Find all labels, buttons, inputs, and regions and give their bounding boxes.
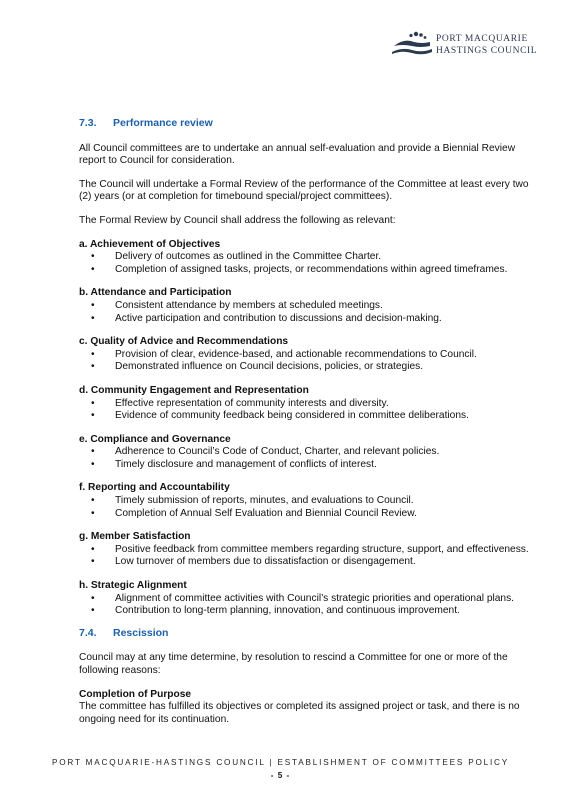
council-logo-icon (392, 30, 432, 58)
criteria-heading: e. Compliance and Governance (79, 433, 231, 445)
paragraph: The Formal Review by Council shall address the following as relevant: (79, 214, 396, 226)
section-number: 7.4. (79, 626, 97, 639)
logo-text-line2: HASTINGS COUNCIL (436, 46, 538, 56)
list-item: • Provision of clear, evidence-based, and actionable recommendations to Council. (79, 349, 529, 362)
list-item: • Consistent attendance by members at scheduled meetings. (79, 300, 529, 313)
section-heading-7-4 (79, 627, 529, 640)
list-item: • Delivery of outcomes as outlined in the Committee Charter. (79, 251, 529, 264)
list-item: • Completion of assigned tasks, projects, or recommendations within agreed timeframes. (79, 264, 529, 277)
criteria-heading: b. Attendance and Participation (79, 287, 232, 299)
criteria-group (79, 287, 529, 325)
list-item: • Timely disclosure and management of conflicts of interest. (79, 459, 529, 472)
criteria-heading: d. Community Engagement and Representation (79, 384, 309, 396)
paragraph: All Council committees are to undertake an annual self-evaluation and provide a Biennial Review report to Council for consideration. (79, 142, 516, 167)
list-item: • Effective representation of community interests and diversity. (79, 398, 529, 411)
criteria-group (79, 580, 529, 618)
criteria-group (79, 336, 529, 374)
page-number: - 5 - (270, 771, 291, 780)
criteria-group (79, 531, 529, 569)
list-item: • Evidence of community feedback being considered in committee deliberations. (79, 410, 529, 423)
paragraph: The committee has fulfilled its objectives or completed its assigned project or task, and there is no ongoing need for its continuation. (79, 701, 520, 725)
list-item: • Active participation and contribution to discussions and decision-making. (79, 313, 529, 326)
criteria-group (79, 239, 529, 277)
criteria-group (79, 482, 529, 520)
paragraph: The Council will undertake a Formal Review of the performance of the Committee at least every two (2) years (or at completion for timebound special/project committees). (79, 178, 529, 203)
criteria-group (79, 434, 529, 472)
criteria-heading: c. Quality of Advice and Recommendations (79, 336, 289, 348)
criteria-heading: f. Reporting and Accountability (79, 482, 230, 494)
section-title: Performance review (113, 117, 213, 129)
list-item: • Alignment of committee activities with Council’s strategic priorities and operational plans. (79, 593, 529, 606)
list-item: • Positive feedback from committee members regarding structure, support, and effectiveness. (79, 544, 529, 557)
section-number: 7.3. (79, 117, 97, 129)
document-body (79, 117, 529, 726)
criteria-heading: a. Achievement of Objectives (79, 238, 221, 250)
list-item: • Low turnover of members due to dissatisfaction or disengagement. (79, 556, 529, 569)
criteria-heading: g. Member Satisfaction (79, 531, 191, 543)
council-logo (392, 28, 542, 68)
list-item: • Timely submission of reports, minutes, and evaluations to Council. (79, 495, 529, 508)
paragraph: Council may at any time determine, by resolution to rescind a Committee for one or more of the following reasons: (79, 652, 508, 676)
subheading: Completion of Purpose (79, 688, 192, 700)
list-item: • Demonstrated influence on Council decisions, policies, or strategies. (79, 361, 529, 374)
page-footer: PORT MACQUARIE-HASTINGS COUNCIL | ESTABLISHMENT OF COMMITTEES POLICY (51, 758, 510, 767)
criteria-heading: h. Strategic Alignment (79, 580, 187, 592)
list-item: • Adherence to Council’s Code of Conduct, Charter, and relevant policies. (79, 446, 529, 459)
section-heading-7-3 (79, 117, 529, 130)
list-item: • Completion of Annual Self Evaluation and Biennial Council Review. (79, 508, 529, 521)
list-item: • Contribution to long-term planning, innovation, and continuous improvement. (79, 605, 529, 618)
logo-text-line1: PORT MACQUARIE (436, 34, 528, 44)
section-title: Rescission (113, 626, 169, 639)
criteria-group (79, 385, 529, 423)
